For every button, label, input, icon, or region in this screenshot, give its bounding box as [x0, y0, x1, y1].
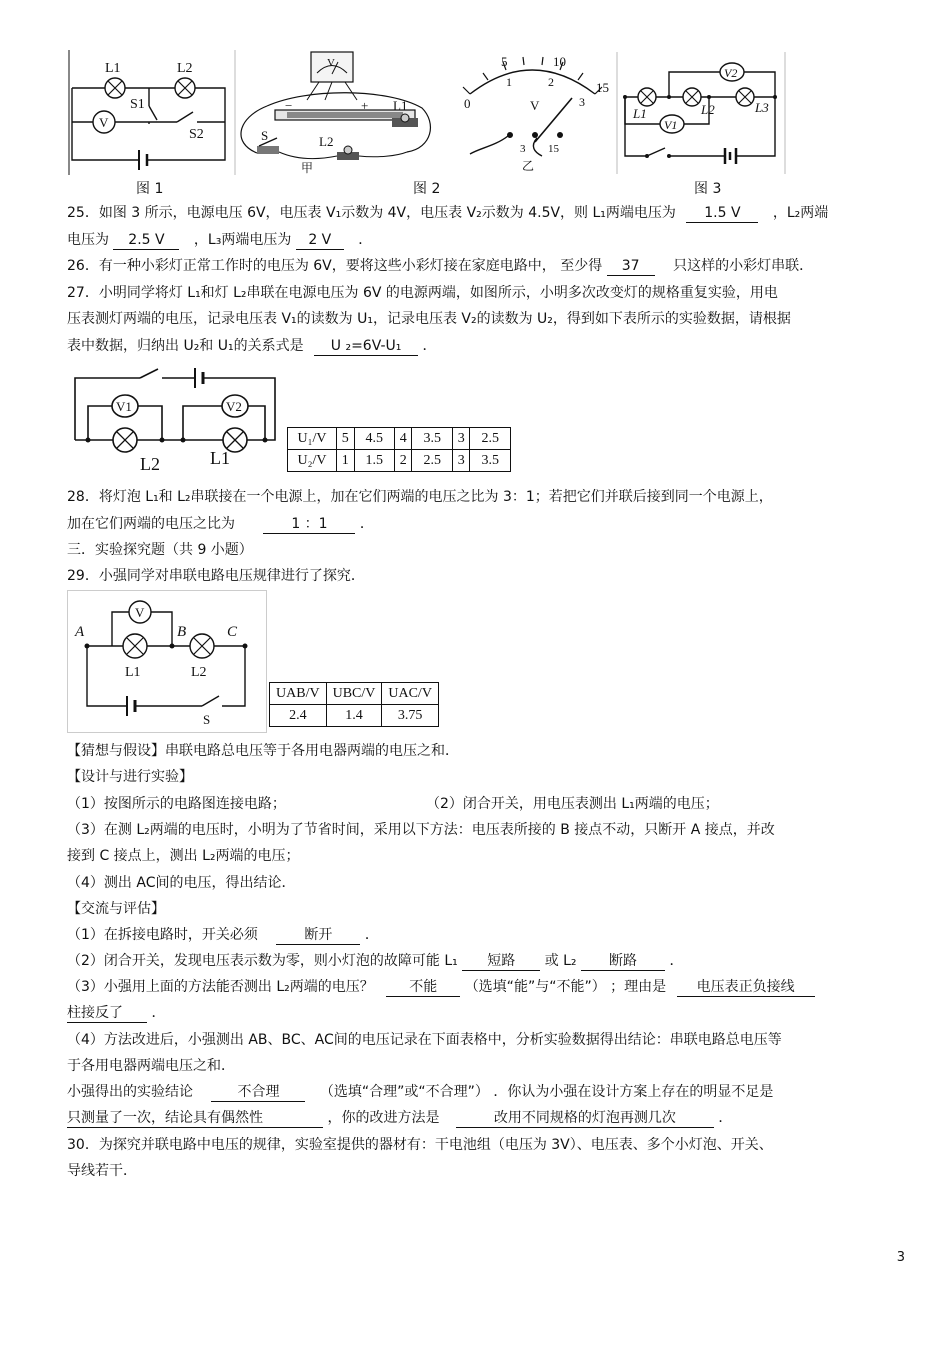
q28-text2: 加在它们两端的电压之比为 [67, 516, 235, 532]
q29-l2: L2 [191, 665, 207, 680]
q27-row1-head: U₁/V [288, 428, 337, 450]
q29-e2-text: （2）闭合开关，发现电压表示数为零，则小灯泡的故障可能 L₁ [67, 953, 458, 969]
table-header: UAC/V [382, 683, 439, 705]
q25-answer3: 2 V [296, 231, 344, 250]
q29-c2-answer1: 只测量了一次，结论具有偶然性 [67, 1109, 323, 1128]
figure-3 [617, 52, 787, 174]
q29-circuit [67, 590, 267, 733]
fig2-l2: L2 [319, 134, 334, 149]
fig2-jia: 甲 [301, 161, 314, 175]
q29-e3-text: （3）小强用上面的方法能否测出 L₂两端的电压？ [67, 979, 374, 995]
figure-2-caption: 图 2 [413, 181, 441, 197]
fig2-meter-v: V [327, 57, 335, 69]
q29-e2-end: ． [669, 953, 684, 969]
q29-step3a: （3）在测 L₂两端的电压时，小明为了节省时间，采用以下方法：电压表所接的 B 接点不动，只断开 A 接点，并改 [67, 822, 775, 838]
q27-line2: 压表测灯两端的电压，记录电压表 V₁的读数为 U₁，记录电压表 V₂的读数为 U₂，得到如下表所示的实验数据，请根据 [67, 311, 791, 327]
table-cell: 1.5 [354, 450, 394, 472]
q25-answer2: 2.5 V [113, 231, 179, 250]
circuit-diagram-3 [617, 52, 787, 174]
q29-e1-text: （1）在拆接电路时，开关必须 [67, 927, 258, 943]
q29-eval1 [67, 925, 379, 945]
q27-answer: U ₂=6V-U₁ [314, 337, 418, 356]
q29-conclusion2 [67, 1108, 732, 1128]
dial-15: 15 [596, 80, 609, 95]
dial-term-15: 15 [548, 143, 559, 155]
fig2-l1: L1 [393, 98, 408, 113]
q27-line1: 27．小明同学将灯 L₁和灯 L₂串联在电源电压为 6V 的电源两端，如图所示，小明多次改变灯的规格重复实验，用电 [67, 285, 778, 301]
table-cell: 1 [337, 450, 355, 472]
q30-line1: 30．为探究并联电路中电压的规律，实验室提供的器材有：干电池组（电压为 3V）、电压表、多个小灯泡、开关、 [67, 1137, 773, 1153]
q29-eval4b: 于各用电器两端电压之和． [67, 1058, 235, 1074]
q29-c: C [227, 624, 238, 640]
q25-line2 [67, 230, 372, 250]
q27-l2: L2 [140, 454, 160, 474]
table-row [288, 450, 511, 472]
q29-title: 29．小强同学对串联电路电压规律进行了探究． [67, 568, 365, 584]
q29-e3-answer2: 电压表正负接线 [677, 978, 815, 997]
table-row [270, 683, 439, 705]
table-cell: 5 [337, 428, 355, 450]
q25-line1 [67, 203, 828, 223]
q29-e1-end: ． [364, 927, 379, 943]
table-cell: 3 [452, 450, 470, 472]
q29-e3-end: ． [151, 1005, 166, 1021]
fig1-label-l2: L2 [177, 61, 193, 76]
q27-circuit [70, 364, 285, 476]
q27-v2: V2 [226, 399, 242, 414]
fig1-voltmeter: V [99, 115, 109, 130]
table-cell: 3.75 [382, 705, 439, 727]
table-row [270, 705, 439, 727]
table-header: UAB/V [270, 683, 327, 705]
q29-c2-answer2: 改用不同规格的灯泡再测几次 [456, 1109, 714, 1128]
q29-discuss-heading: 【交流与评估】 [67, 901, 165, 917]
q27-l1: L1 [210, 448, 230, 468]
fig3-v1: V1 [664, 118, 678, 132]
q29-c2-end: ． [718, 1110, 733, 1126]
fig1-label-s2: S2 [189, 127, 204, 142]
fig3-l1: L1 [633, 106, 647, 121]
dial-v: V [530, 98, 540, 113]
q26-line [67, 256, 813, 276]
q29-step4: （4）测出 AC间的电压，得出结论． [67, 875, 296, 891]
q27-row2-head: U₂/V [288, 450, 337, 472]
table-row [288, 428, 511, 450]
figure-1-caption: 图 1 [136, 181, 164, 197]
table-cell: 4 [394, 428, 412, 450]
q27-data-table [287, 427, 511, 472]
table-cell: 4.5 [354, 428, 394, 450]
q29-c1-answer: 不合理 [211, 1083, 305, 1102]
q30-line2: 导线若干． [67, 1163, 137, 1179]
dial-yi: 乙 [522, 159, 535, 173]
dial-2: 2 [548, 75, 554, 89]
fig2-minus: − [285, 98, 293, 113]
dial-0: 0 [464, 96, 471, 111]
voltmeter-dial [450, 50, 615, 175]
fig3-v2: V2 [724, 66, 738, 80]
q27-text3: 表中数据，归纳出 U₂和 U₁的关系式是 [67, 338, 304, 354]
q29-step3b: 接到 C 接点上，测出 L₂两端的电压； [67, 848, 300, 864]
q29-eval2 [67, 951, 683, 971]
q29-e3-answer2-cont: 柱接反了 [67, 1004, 147, 1023]
q29-e2-answer2: 断路 [581, 952, 665, 971]
q29-step2: （2）闭合开关，用电压表测出 L₁两端的电压； [426, 796, 719, 812]
q26-text: 26．有一种小彩灯正常工作时的电压为 6V，要将这些小彩灯接在家庭电路中， 至少得 [67, 258, 603, 274]
fig3-l3: L3 [755, 100, 769, 115]
figure-2-yi [450, 50, 615, 175]
q25-text1b: ，L₂两端 [772, 205, 829, 221]
q29-b: B [177, 624, 187, 640]
q26-tail: 只这样的小彩灯串联． [673, 258, 814, 274]
table-cell: 3.5 [470, 450, 511, 472]
table-header: UBC/V [326, 683, 382, 705]
physical-circuit [237, 48, 437, 175]
q29-figure [67, 590, 267, 733]
q25-text1: 25．如图 3 所示，电源电压 6V，电压表 V₁示数为 4V，电压表 V₂示数为 4.5V，则 L₁两端电压为 [67, 205, 676, 221]
q27-v1: V1 [116, 399, 132, 414]
q29-eval3-cont [67, 1003, 165, 1023]
fig3-l2: L2 [701, 102, 715, 117]
q29-v: V [135, 605, 145, 620]
q26-answer: 37 [607, 257, 655, 276]
table-cell: 2 [394, 450, 412, 472]
fig1-label-l1: L1 [105, 61, 121, 76]
table-cell: 2.5 [470, 428, 511, 450]
q25-text2b: ，L₃两端电压为 [193, 232, 292, 248]
q29-conclusion1 [67, 1082, 773, 1102]
q29-c1-text: 小强得出的实验结论 [67, 1084, 193, 1100]
q29-e2-answer1: 短路 [462, 952, 540, 971]
q29-e1-answer: 断开 [276, 926, 360, 945]
q29-guess: 【猜想与假设】串联电路总电压等于各用电器两端的电压之和． [67, 743, 459, 759]
q29-eval3 [67, 977, 815, 997]
q29-e2-mid: 或 L₂ [544, 953, 577, 969]
q29-s: S [203, 712, 211, 727]
q29-data-table [269, 682, 439, 727]
q29-step1: （1）按图所示的电路图连接电路； [67, 796, 286, 812]
q28-text2b: ． [359, 516, 374, 532]
q27-figure [70, 364, 285, 476]
q29-l1: L1 [125, 665, 141, 680]
section-3-heading: 三．实验探究题（共 9 小题） [67, 542, 253, 558]
table-cell: 3 [452, 428, 470, 450]
q29-eval4a: （4）方法改进后，小强测出 AB、BC、AC间的电压记录在下面表格中，分析实验数据得出结论：串联电路总电压等 [67, 1032, 782, 1048]
q25-answer1: 1.5 V [686, 204, 758, 223]
dial-10: 10 [553, 54, 566, 69]
dial-3: 3 [579, 95, 585, 109]
dial-5: 5 [501, 54, 508, 69]
table-cell: 2.4 [270, 705, 327, 727]
circuit-diagram-1 [67, 50, 237, 175]
q27-text3b: ． [422, 338, 437, 354]
q29-e3-answer1: 不能 [386, 978, 460, 997]
table-cell: 1.4 [326, 705, 382, 727]
q25-text2c: ． [358, 232, 373, 248]
fig1-label-s1: S1 [130, 97, 145, 112]
q29-design-heading: 【设计与进行实验】 [67, 769, 193, 785]
figure-2-jia [237, 48, 437, 175]
table-cell: 3.5 [412, 428, 452, 450]
q29-e3-mid: （选填“能”与“不能”） ；理由是 [464, 979, 667, 995]
q29-c2-mid: ，你的改进方法是 [327, 1110, 440, 1126]
q28-line2 [67, 514, 374, 534]
q25-text2a: 电压为 [67, 232, 109, 248]
page-number: 3 [896, 1250, 905, 1265]
q28-line1: 28．将灯泡 L₁和 L₂串联接在一个电源上，加在它们两端的电压之比为 3：1；若把它们并联后接到同一个电源上， [67, 489, 773, 505]
fig2-s: S [261, 128, 269, 143]
q29-a: A [75, 624, 85, 640]
q29-c1-mid: （选填“合理”或“不合理”） ．你认为小强在设计方案上存在的明显不足是 [319, 1084, 774, 1100]
q28-answer: 1 ：1 [263, 515, 355, 534]
dial-1: 1 [506, 75, 512, 89]
q27-line3 [67, 336, 437, 356]
fig2-plus: + [361, 98, 369, 113]
table-cell: 2.5 [412, 450, 452, 472]
figure-1 [67, 50, 237, 175]
dial-term-3: 3 [520, 143, 526, 155]
figure-3-caption: 图 3 [694, 181, 722, 197]
